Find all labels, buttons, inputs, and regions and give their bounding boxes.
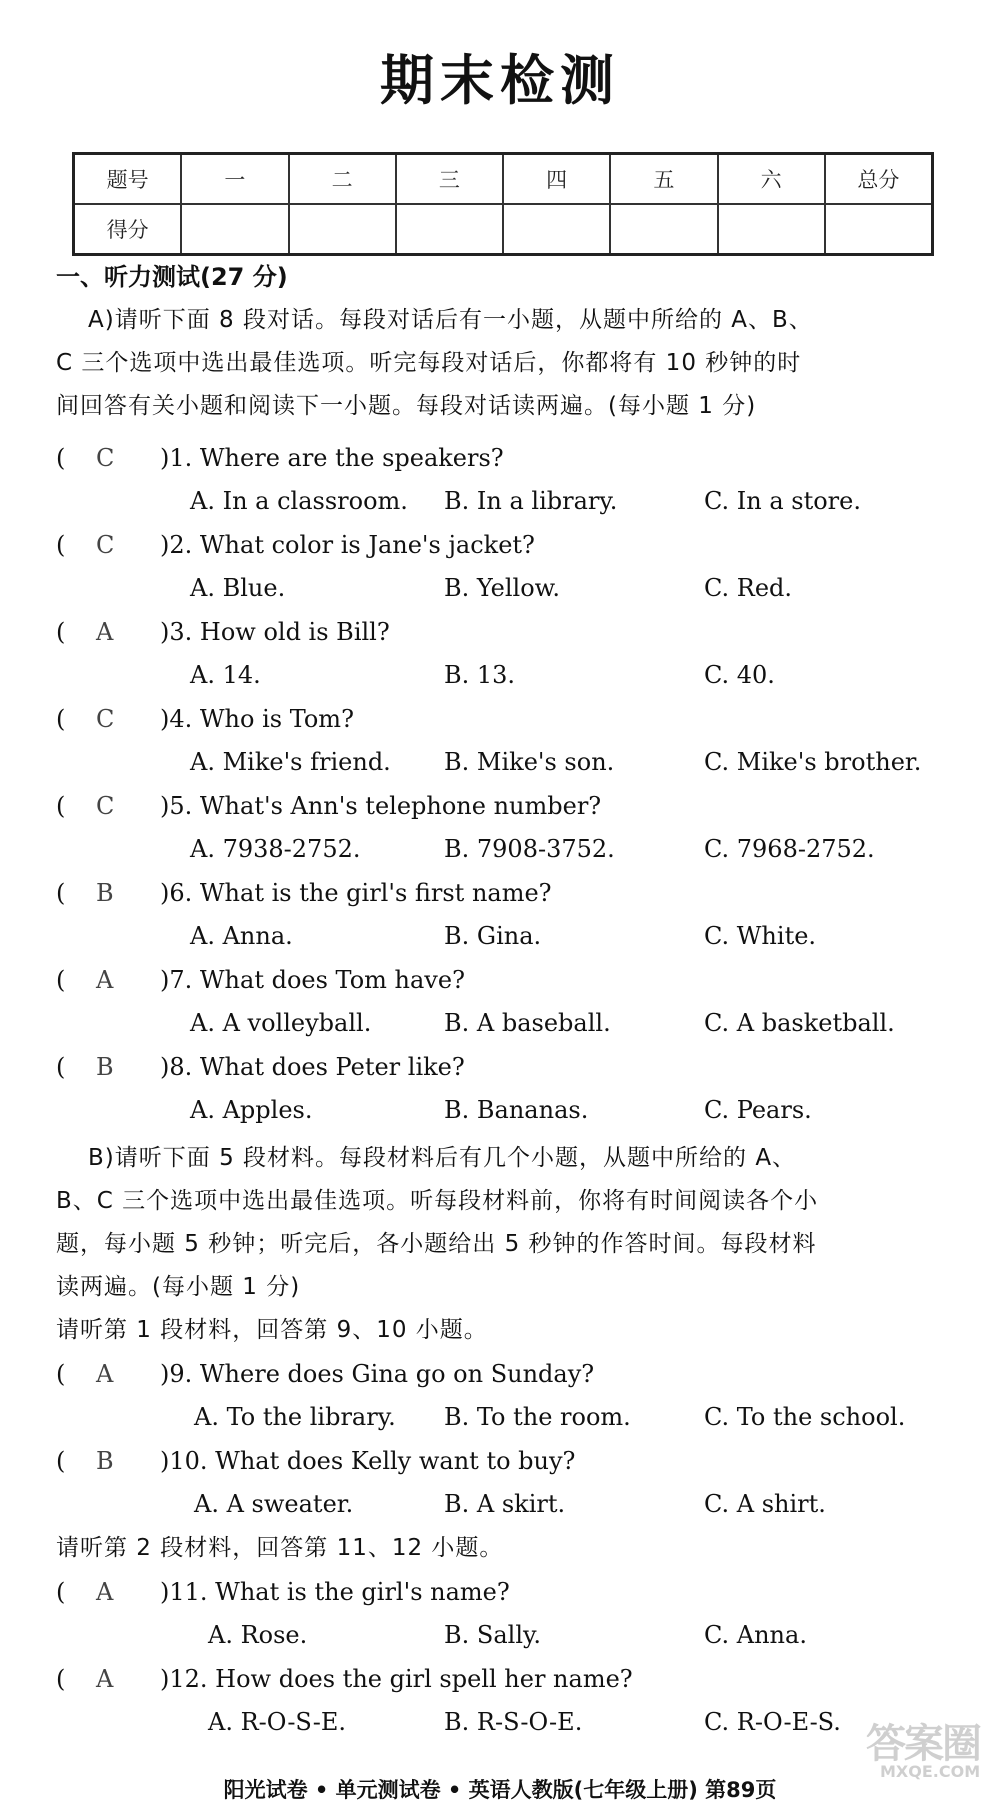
score-table-header: 二 xyxy=(289,154,396,205)
option-c: C. In a store. xyxy=(704,487,861,515)
score-table-header: 三 xyxy=(396,154,503,205)
instruction-b-line: 读两遍。(每小题 1 分) xyxy=(56,1274,301,1300)
question-text: )12. How does the girl spell her name? xyxy=(160,1665,633,1693)
score-cell xyxy=(396,204,503,255)
option-c: C. R-O-E-S. xyxy=(704,1708,841,1736)
question-text: )3. How old is Bill? xyxy=(160,618,390,646)
answer-paren-open: ( xyxy=(56,1578,66,1606)
answer-paren-open: ( xyxy=(56,1360,66,1388)
score-table-header: 一 xyxy=(181,154,288,205)
answer-paren-open: ( xyxy=(56,966,66,994)
answer-letter: A xyxy=(96,966,114,994)
score-table xyxy=(72,152,934,256)
answer-paren-open: ( xyxy=(56,1053,66,1081)
option-b: B. In a library. xyxy=(444,487,618,515)
answer-paren-open: ( xyxy=(56,792,66,820)
instruction-a-line: A)请听下面 8 段对话。每段对话后有一小题，从题中所给的 A、B、 xyxy=(88,307,813,333)
answer-paren-open: ( xyxy=(56,1665,66,1693)
instruction-b-line: 题，每小题 5 秒钟；听完后，各小题给出 5 秒钟的作答时间。每段材料 xyxy=(56,1231,817,1257)
watermark-text: 答案圈 xyxy=(866,1721,980,1767)
answer-letter: A xyxy=(96,1578,114,1606)
score-cell xyxy=(181,204,288,255)
answer-letter: B xyxy=(96,1447,114,1475)
question-text: )9. Where does Gina go on Sunday? xyxy=(160,1360,595,1388)
option-a: A. Rose. xyxy=(208,1621,308,1649)
option-b: B. To the room. xyxy=(444,1403,631,1431)
option-b: B. Yellow. xyxy=(444,574,560,602)
score-cell xyxy=(503,204,610,255)
question-text: )6. What is the girl's first name? xyxy=(160,879,552,907)
question-text: )4. Who is Tom? xyxy=(160,705,354,733)
section-heading: 一、听力测试(27 分) xyxy=(56,263,288,291)
question-text: )8. What does Peter like? xyxy=(160,1053,465,1081)
instruction-b-line: B)请听下面 5 段材料。每段材料后有几个小题，从题中所给的 A、 xyxy=(88,1145,797,1171)
option-a: A. A volleyball. xyxy=(190,1009,372,1037)
answer-letter: C xyxy=(96,444,115,472)
instruction-a-line: 间回答有关小题和阅读下一小题。每段对话读两遍。(每小题 1 分) xyxy=(56,393,757,419)
score-cell xyxy=(610,204,717,255)
instruction-b-line: B、C 三个选项中选出最佳选项。听每段材料前，你将有时间阅读各个小 xyxy=(56,1188,819,1214)
answer-paren-open: ( xyxy=(56,1447,66,1475)
question-text: )5. What's Ann's telephone number? xyxy=(160,792,602,820)
option-b: B. 13. xyxy=(444,661,516,689)
score-table-score-row xyxy=(74,204,933,255)
option-c: C. 40. xyxy=(704,661,775,689)
option-c: C. A basketball. xyxy=(704,1009,895,1037)
option-b: B. Mike's son. xyxy=(444,748,615,776)
question-text: )2. What color is Jane's jacket? xyxy=(160,531,535,559)
score-table-header: 题号 xyxy=(74,154,182,205)
option-a: A. Mike's friend. xyxy=(190,748,391,776)
material-1-label: 请听第 1 段材料，回答第 9、10 小题。 xyxy=(56,1317,488,1343)
option-c: C. Red. xyxy=(704,574,793,602)
option-c: C. Mike's brother. xyxy=(704,748,922,776)
option-c: C. Anna. xyxy=(704,1621,807,1649)
score-table-header-row xyxy=(74,154,933,205)
score-row-label: 得分 xyxy=(74,204,182,255)
option-a: A. R-O-S-E. xyxy=(208,1708,347,1736)
instruction-a-line: C 三个选项中选出最佳选项。听完每段对话后，你都将有 10 秒钟的时 xyxy=(56,350,802,376)
option-b: B. 7908-3752. xyxy=(444,835,615,863)
answer-letter: B xyxy=(96,879,114,907)
answer-letter: C xyxy=(96,792,115,820)
answer-paren-open: ( xyxy=(56,618,66,646)
answer-paren-open: ( xyxy=(56,879,66,907)
option-b: B. Bananas. xyxy=(444,1096,589,1124)
option-b: B. A baseball. xyxy=(444,1009,611,1037)
option-b: B. Sally. xyxy=(444,1621,541,1649)
material-2-label: 请听第 2 段材料，回答第 11、12 小题。 xyxy=(56,1535,504,1561)
question-text: )1. Where are the speakers? xyxy=(160,444,504,472)
score-cell xyxy=(718,204,825,255)
answer-letter: A xyxy=(96,618,114,646)
option-a: A. Apples. xyxy=(190,1096,313,1124)
question-text: )7. What does Tom have? xyxy=(160,966,465,994)
page-footer: 阳光试卷 • 单元测试卷 • 英语人教版(七年级上册) 第89页 xyxy=(223,1778,777,1802)
question-text: )10. What does Kelly want to buy? xyxy=(160,1447,576,1475)
answer-letter: A xyxy=(96,1360,114,1388)
watermark-logo xyxy=(866,1712,986,1792)
option-c: C. 7968-2752. xyxy=(704,835,875,863)
answer-paren-open: ( xyxy=(56,705,66,733)
option-a: A. To the library. xyxy=(194,1403,396,1431)
score-table-header: 总分 xyxy=(825,154,933,205)
option-a: A. 7938-2752. xyxy=(190,835,361,863)
option-c: C. A shirt. xyxy=(704,1490,826,1518)
watermark-url: MXQE.COM xyxy=(880,1762,981,1781)
option-a: A. 14. xyxy=(190,661,261,689)
score-table-header: 六 xyxy=(718,154,825,205)
option-b: B. R-S-O-E. xyxy=(444,1708,583,1736)
answer-letter: A xyxy=(96,1665,114,1693)
answer-paren-open: ( xyxy=(56,444,66,472)
score-table-header: 五 xyxy=(610,154,717,205)
score-cell xyxy=(825,204,933,255)
option-a: A. Blue. xyxy=(190,574,286,602)
option-a: A. Anna. xyxy=(190,922,293,950)
question-text: )11. What is the girl's name? xyxy=(160,1578,510,1606)
option-a: A. In a classroom. xyxy=(190,487,408,515)
answer-letter: B xyxy=(96,1053,114,1081)
option-c: C. Pears. xyxy=(704,1096,812,1124)
answer-letter: C xyxy=(96,531,115,559)
answer-letter: C xyxy=(96,705,115,733)
answer-paren-open: ( xyxy=(56,531,66,559)
option-b: B. A skirt. xyxy=(444,1490,566,1518)
score-table-header: 四 xyxy=(503,154,610,205)
score-cell xyxy=(289,204,396,255)
option-a: A. A sweater. xyxy=(194,1490,354,1518)
option-c: C. To the school. xyxy=(704,1403,906,1431)
option-b: B. Gina. xyxy=(444,922,542,950)
page-title: 期末检测 xyxy=(380,49,620,112)
option-c: C. White. xyxy=(704,922,817,950)
